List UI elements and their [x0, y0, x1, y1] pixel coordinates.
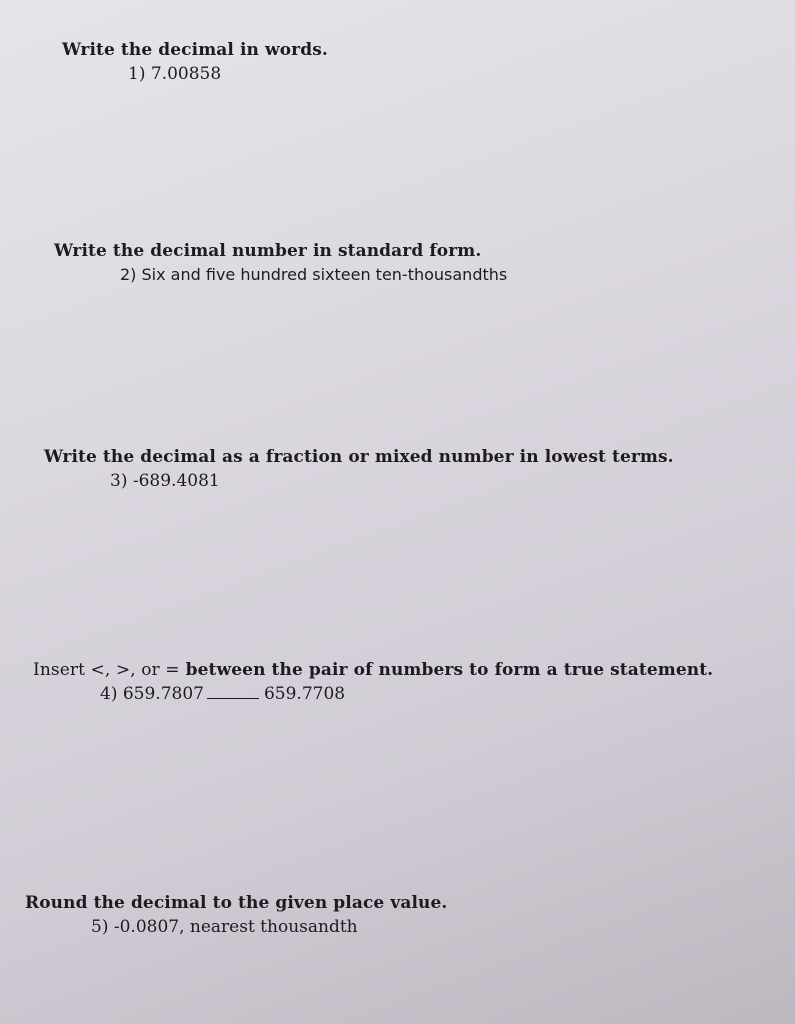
question-2-number: 2) — [120, 265, 137, 284]
question-3-number: 3) — [110, 471, 128, 491]
question-5-instruction: Round the decimal to the given place value. — [25, 893, 448, 913]
question-5-value: -0.0807, nearest thousandth — [113, 917, 358, 937]
question-4-problem — [100, 684, 713, 704]
question-4-instruction — [33, 660, 713, 680]
question-4-instruction-prefix: Insert <, >, or = — [33, 660, 180, 680]
question-4-right-value: 659.7708 — [263, 684, 346, 704]
answer-blank[interactable] — [207, 698, 259, 699]
question-3-problem — [110, 471, 674, 491]
question-2-instruction: Write the decimal number in standard form. — [54, 241, 482, 261]
question-1-section — [62, 40, 328, 84]
question-2-section — [54, 241, 507, 284]
question-1-number: 1) — [128, 64, 146, 84]
question-3-section — [44, 447, 674, 491]
question-1-value: 7.00858 — [150, 64, 222, 84]
question-5-section — [25, 893, 447, 937]
question-1-problem — [128, 64, 328, 84]
question-1-instruction: Write the decimal in words. — [62, 40, 328, 60]
question-3-value: -689.4081 — [132, 471, 220, 491]
question-2-value: Six and five hundred sixteen ten-thousandths — [141, 265, 508, 284]
question-3-instruction: Write the decimal as a fraction or mixed number in lowest terms. — [44, 447, 674, 467]
question-4-section — [33, 660, 713, 704]
question-4-left-value: 659.7807 — [122, 684, 204, 704]
question-4-number: 4) — [100, 684, 118, 704]
question-2-problem — [120, 265, 507, 284]
question-5-problem — [91, 917, 447, 937]
question-4-instruction-text: between the pair of numbers to form a true statement. — [185, 660, 714, 680]
question-5-number: 5) — [91, 917, 109, 937]
